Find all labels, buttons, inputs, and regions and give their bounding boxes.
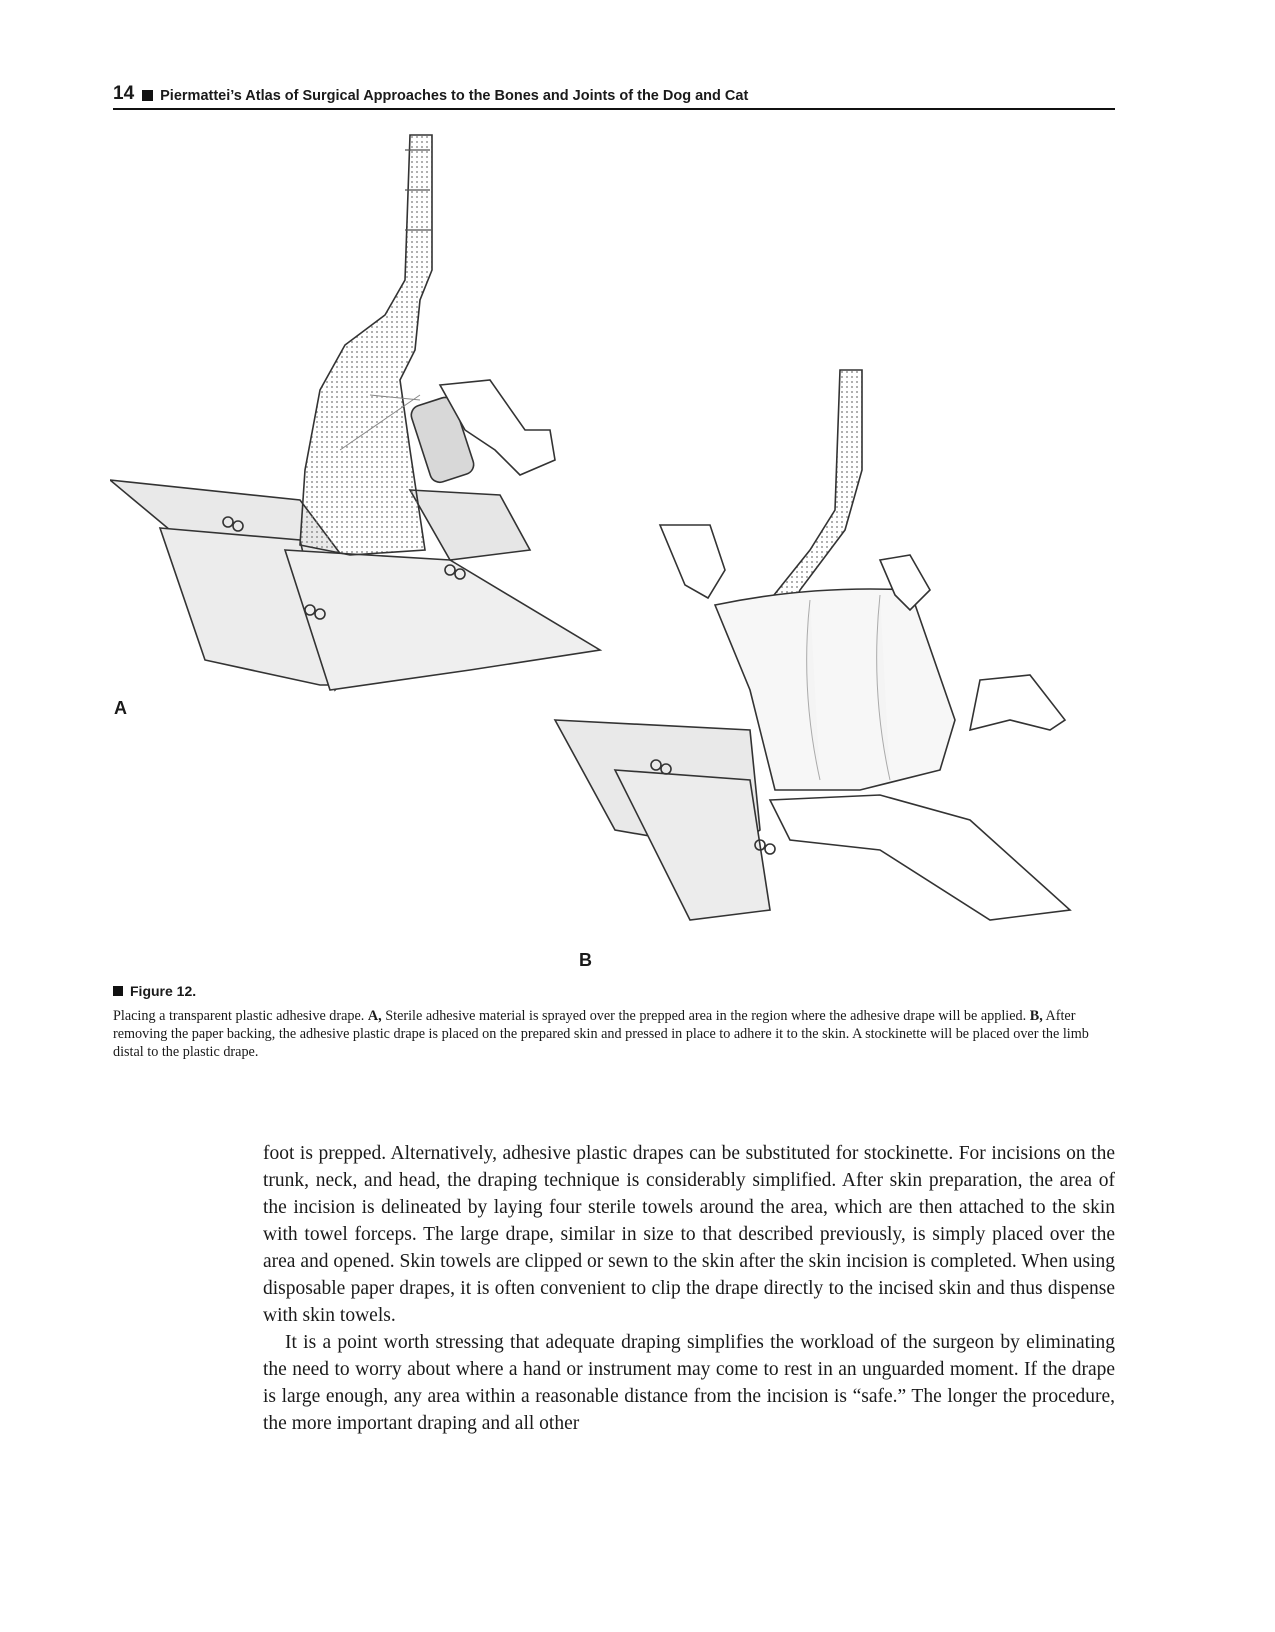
- panel-label-b: B: [579, 950, 592, 970]
- body-paragraph: It is a point worth stressing that adequate draping simplifies the workload of the surgeon by eliminating the need to worry about where a hand or instrument may come to rest in an unguarded moment. If the drape is large enough, any area within a reasonable distance from the incision is “safe.” The longer the procedure, the more important draping and all other: [263, 1332, 1115, 1434]
- panel-a-drawing: [110, 135, 600, 690]
- body-text: [263, 1140, 1115, 1437]
- caption-label-a: A,: [367, 1008, 382, 1024]
- caption-label-b: B,: [1029, 1008, 1043, 1024]
- panel-b-drawing: [555, 370, 1070, 920]
- bullet-square-icon: [113, 986, 123, 996]
- running-header: [113, 84, 1115, 110]
- caption-intro: Placing a transparent plastic adhesive drape.: [113, 1008, 368, 1024]
- figure-caption: [113, 1007, 1115, 1061]
- bullet-square-icon: [142, 90, 153, 101]
- caption-text-a: Sterile adhesive material is sprayed over the prepped area in the region where the adhesive drape will be applied.: [381, 1008, 1030, 1024]
- figure-title-text: Figure 12.: [130, 983, 197, 999]
- panel-label-a: A: [114, 698, 127, 718]
- surgical-draping-illustration: [110, 130, 1120, 980]
- figure-title: [113, 983, 196, 999]
- figure-illustration: [110, 130, 1120, 980]
- caption-text-b: After removing the paper backing, the adhesive plastic drape is placed on the prepared skin and pressed in place to adhere it to the skin. A stockinette will be placed over the limb distal to the plastic drape.: [113, 1008, 1089, 1060]
- page-number: 14: [113, 83, 135, 104]
- running-title: Piermattei’s Atlas of Surgical Approaches to the Bones and Joints of the Dog and Cat: [160, 88, 749, 104]
- body-paragraph: foot is prepped. Alternatively, adhesive plastic drapes can be substituted for stockinette. For incisions on the trunk, neck, and head, the draping technique is considerably simplified. After skin preparation, the area of the incision is delineated by laying four sterile towels around the area, which are then attached to the skin with towel forceps. The large drape, similar in size to that described previously, is simply placed over the area and opened. Skin towels are clipped or sewn to the skin after the skin incision is completed. When using disposable paper drapes, it is often convenient to clip the drape directly to the incised skin and thus dispense with skin towels.: [263, 1143, 1115, 1326]
